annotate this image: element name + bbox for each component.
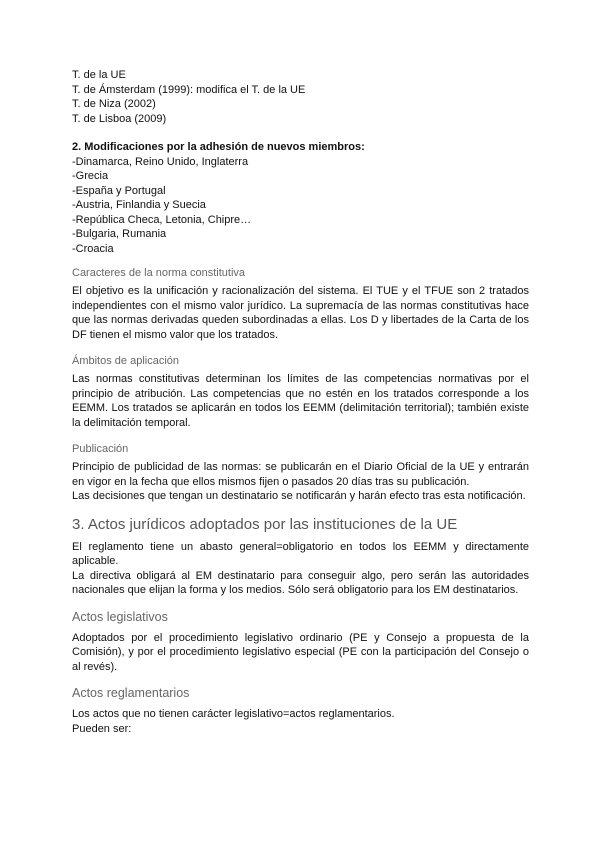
publicacion-text: Las decisiones que tengan un destinatario se notificarán y harán efecto tras esta notificación. bbox=[72, 490, 526, 502]
caracteres-heading: Caracteres de la norma constitutiva bbox=[72, 267, 246, 279]
reglamentarios-text: Pueden ser: bbox=[72, 722, 132, 735]
treaty-item: T. de Ámsterdam (1999): modifica el T. de la UE bbox=[72, 83, 306, 96]
actos-heading: 3. Actos jurídicos adoptados por las instituciones de la UE bbox=[72, 515, 458, 533]
modificaciones-section bbox=[72, 140, 529, 256]
reglamentarios-heading: Actos reglamentarios bbox=[72, 686, 190, 700]
actos-text: La directiva obligará al EM destinatario para conseguir algo, pero serán las autoridades nacionales que elijan la forma y los medios. Sólo será obligatorio para los EM destinatarios. bbox=[72, 569, 529, 596]
treaty-item: T. de la UE bbox=[72, 69, 126, 81]
reglamentarios-text: Los actos que no tienen carácter legislativo=actos reglamentarios. bbox=[72, 708, 395, 720]
treaty-item: T. de Niza (2002) bbox=[72, 98, 156, 110]
section-heading: 2. Modificaciones por la adhesión de nuevos miembros: bbox=[72, 141, 365, 153]
ambitos-text: Las normas constitutivas determinan los límites de las competencias normativas por el principio de atribución. Las competencias que no estén en los tratados corresponde a los EEMM. Los tratados se aplicarán en todos los EEMM (delimitación territorial); también existe la delimitación temporal. bbox=[72, 373, 529, 429]
document-page bbox=[72, 68, 529, 736]
treaty-item: T. de Lisboa (2009) bbox=[72, 112, 167, 125]
treaty-list bbox=[72, 68, 529, 126]
actos-text: El reglamento tiene un abasto general=obligatorio en todos los EEMM y directamente aplicable. bbox=[72, 540, 529, 567]
list-item: -Dinamarca, Reino Unido, Inglaterra bbox=[72, 155, 249, 168]
list-item: -España y Portugal bbox=[72, 184, 166, 197]
legislativos-heading: Actos legislativos bbox=[72, 609, 168, 624]
list-item: -Austria, Finlandia y Suecia bbox=[72, 199, 206, 211]
legislativos-text: Adoptados por el procedimiento legislativo ordinario (PE y Consejo a propuesta de la Comisión), y por el procedimiento legislativo especial (PE con la participación del Consejo o al revés). bbox=[72, 631, 529, 673]
ambitos-heading: Ámbitos de aplicación bbox=[72, 355, 180, 367]
publicacion-heading: Publicación bbox=[72, 443, 129, 455]
list-item: -Grecia bbox=[72, 170, 109, 182]
caracteres-text: El objetivo es la unificación y racionalización del sistema. El TUE y el TFUE son 2 tratados independientes con el mismo valor jurídico. La supremacía de las normas constitutivas hace que las normas derivadas queden subordinadas a ellas. Los D y libertades de la Carta de los DF tienen el mismo valor que los tratados. bbox=[72, 285, 529, 341]
list-item: -Croacia bbox=[72, 242, 114, 255]
list-item: -Bulgaria, Rumania bbox=[72, 228, 167, 240]
list-item: -República Checa, Letonia, Chipre… bbox=[72, 213, 252, 226]
publicacion-text: Principio de publicidad de las normas: se publicarán en el Diario Oficial de la UE y entrarán en vigor en la fecha que ellos mismos fijen o pasados 20 días tras su publicación. bbox=[72, 461, 529, 488]
